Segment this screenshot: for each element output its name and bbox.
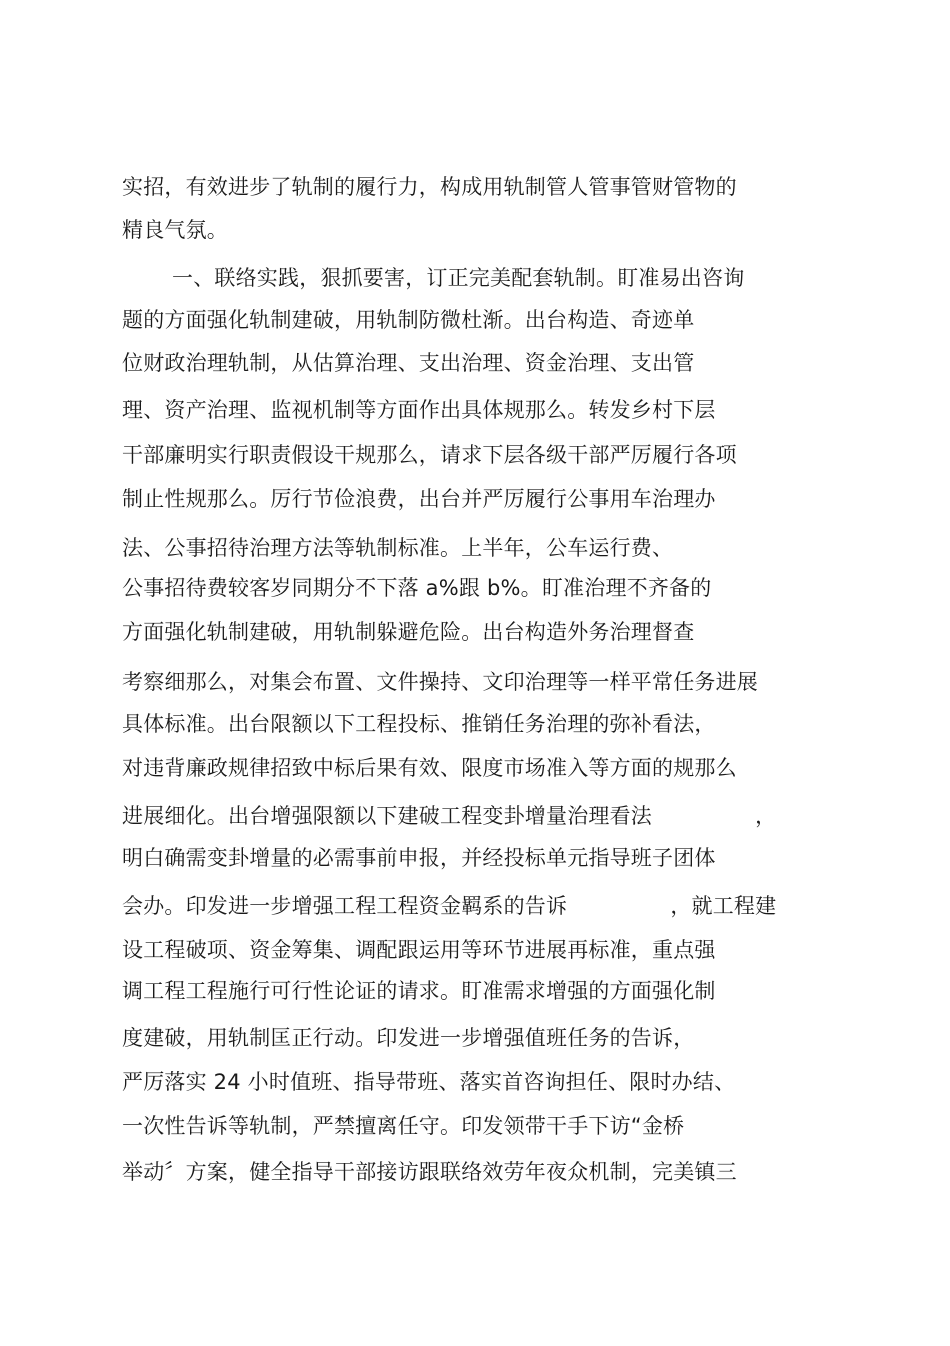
text-line: 公事招待费较客岁同期分不下落 a%跟 b%。盯准治理不齐备的 bbox=[122, 576, 712, 600]
text-line: 明白确需变卦增量的必需事前申报，并经投标单元指导班子团体 bbox=[122, 846, 716, 870]
text-line: 方面强化轨制建破，用轨制躲避危险。出台构造外务治理督查 bbox=[122, 620, 695, 644]
text-line: 一次性告诉等轨制，严禁擅离任守。印发领带干手下访“金桥 bbox=[122, 1114, 685, 1138]
text-line: 干部廉明实行职责假设干规那么，请求下层各级干部严厉履行各项 bbox=[122, 443, 737, 467]
text-line: 题的方面强化轨制建破，用轨制防微杜渐。出台构造、奇迹单 bbox=[122, 308, 695, 332]
text-line: 具体标准。出台限额以下工程投标、推销任务治理的弥补看法， bbox=[122, 712, 716, 736]
text-line: 设工程破项、资金筹集、调配跟运用等环节进展再标准，重点强 bbox=[122, 938, 716, 962]
text-line: 对违背廉政规律招致中标后果有效、限度市场准入等方面的规那么 bbox=[122, 756, 737, 780]
text-line: 位财政治理轨制，从估算治理、支出治理、资金治理、支出管 bbox=[122, 351, 695, 375]
text-line: 度建破，用轨制匡正行动。印发进一步增强值班任务的告诉， bbox=[122, 1026, 695, 1050]
text-line: 制止性规那么。厉行节俭浪费，出台并严厉履行公事用车治理办 bbox=[122, 487, 716, 511]
paragraph-first-line: 一、联络实践，狠抓要害，订正完美配套轨制。盯准易出咨询 bbox=[172, 266, 745, 290]
text-line: 会办。印发进一步增强工程工程资金羁系的告诉 ，就工程建 bbox=[122, 894, 777, 918]
text-line: 精良气氛。 bbox=[122, 218, 228, 242]
text-line: 考察细那么，对集会布置、文件操持、文印治理等一样平常任务进展 bbox=[122, 670, 758, 694]
text-line: 实招，有效进步了轨制的履行力，构成用轨制管人管事管财管物的 bbox=[122, 175, 737, 199]
text-line: 进展细化。出台增强限额以下建破工程变卦增量治理看法 ， bbox=[122, 804, 777, 828]
text-line: 严厉落实 24 小时值班、指导带班、落实首咨询担任、限时办结、 bbox=[122, 1070, 736, 1094]
text-line: 法、公事招待治理方法等轨制标准。上半年，公车运行费、 bbox=[122, 536, 674, 560]
text-line: 举动〞方案，健全指导干部接访跟联络效劳年夜众机制，完美镇三 bbox=[122, 1160, 737, 1184]
text-line: 理、资产治理、监视机制等方面作出具体规那么。转发乡村下层 bbox=[122, 398, 716, 422]
text-line: 调工程工程施行可行性论证的请求。盯准需求增强的方面强化制 bbox=[122, 979, 716, 1003]
